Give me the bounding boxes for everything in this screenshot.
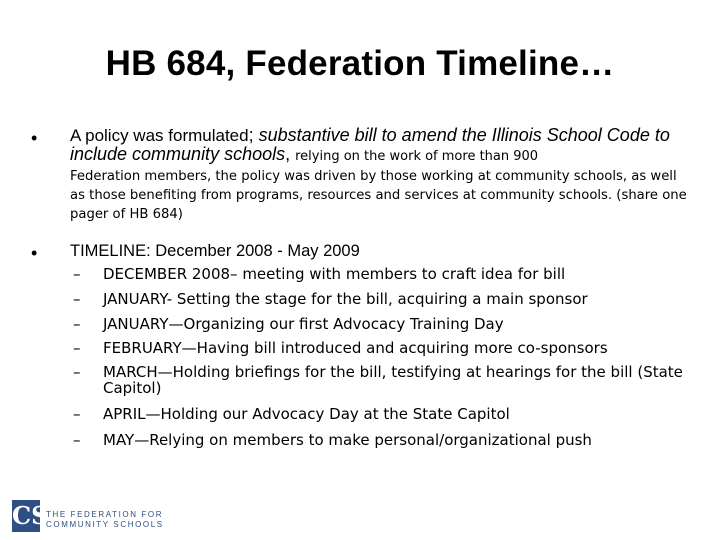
bullet-marker: • bbox=[31, 243, 38, 263]
logo-line-2: COMMUNITY SCHOOLS bbox=[46, 520, 164, 529]
logo-mark: CS bbox=[12, 501, 49, 530]
slide-title: HB 684, Federation Timeline… bbox=[105, 44, 615, 83]
timeline-item-text: JANUARY- Setting the stage for the bill, acquiring a main sponsor bbox=[103, 290, 588, 308]
policy-continuation: relying on the work of more than 900 bbox=[295, 149, 539, 164]
dash-marker: – bbox=[73, 290, 81, 308]
timeline-item-text: MAY—Relying on members to make personal/organizational push bbox=[103, 431, 592, 449]
dash-marker: – bbox=[73, 363, 81, 381]
timeline-heading: TIMELINE: December 2008 - May 2009 bbox=[70, 242, 360, 260]
timeline-item bbox=[73, 406, 693, 422]
timeline-item bbox=[73, 340, 693, 356]
timeline-item bbox=[73, 432, 693, 448]
timeline-item-text: MARCH—Holding briefings for the bill, testifying at hearings for the bill (State Capitol) bbox=[103, 363, 683, 397]
timeline-item-text: JANUARY—Organizing our first Advocacy Training Day bbox=[103, 315, 504, 333]
policy-separator: ; bbox=[248, 125, 259, 145]
timeline-item bbox=[73, 364, 693, 396]
timeline-item-text: FEBRUARY—Having bill introduced and acquiring more co-sponsors bbox=[103, 339, 608, 357]
timeline-item bbox=[73, 291, 693, 307]
timeline-item bbox=[73, 316, 693, 332]
federation-logo bbox=[12, 500, 172, 534]
policy-separator-2: , bbox=[285, 144, 296, 164]
dash-marker: – bbox=[73, 431, 81, 449]
dash-marker: – bbox=[73, 405, 81, 423]
policy-lead: A policy was formulated bbox=[70, 126, 249, 145]
logo-line-1: THE FEDERATION FOR bbox=[46, 510, 164, 519]
timeline-item-text: APRIL—Holding our Advocacy Day at the State Capitol bbox=[103, 405, 510, 423]
policy-paragraph bbox=[70, 126, 690, 224]
dash-marker: – bbox=[73, 315, 81, 333]
bullet-marker: • bbox=[31, 128, 38, 148]
dash-marker: – bbox=[73, 339, 81, 357]
policy-italic-text: substantive bill to amend the Illinois School Code to include community schools bbox=[70, 125, 670, 164]
dash-marker: – bbox=[73, 265, 81, 283]
policy-rest-text: Federation members, the policy was driven by those working at community schools, as well as those benefiting from programs, resources and services at community schools. (share one pager of HB 684) bbox=[70, 169, 687, 222]
timeline-item-text: DECEMBER 2008– meeting with members to craft idea for bill bbox=[103, 265, 566, 283]
timeline-item bbox=[73, 266, 693, 282]
